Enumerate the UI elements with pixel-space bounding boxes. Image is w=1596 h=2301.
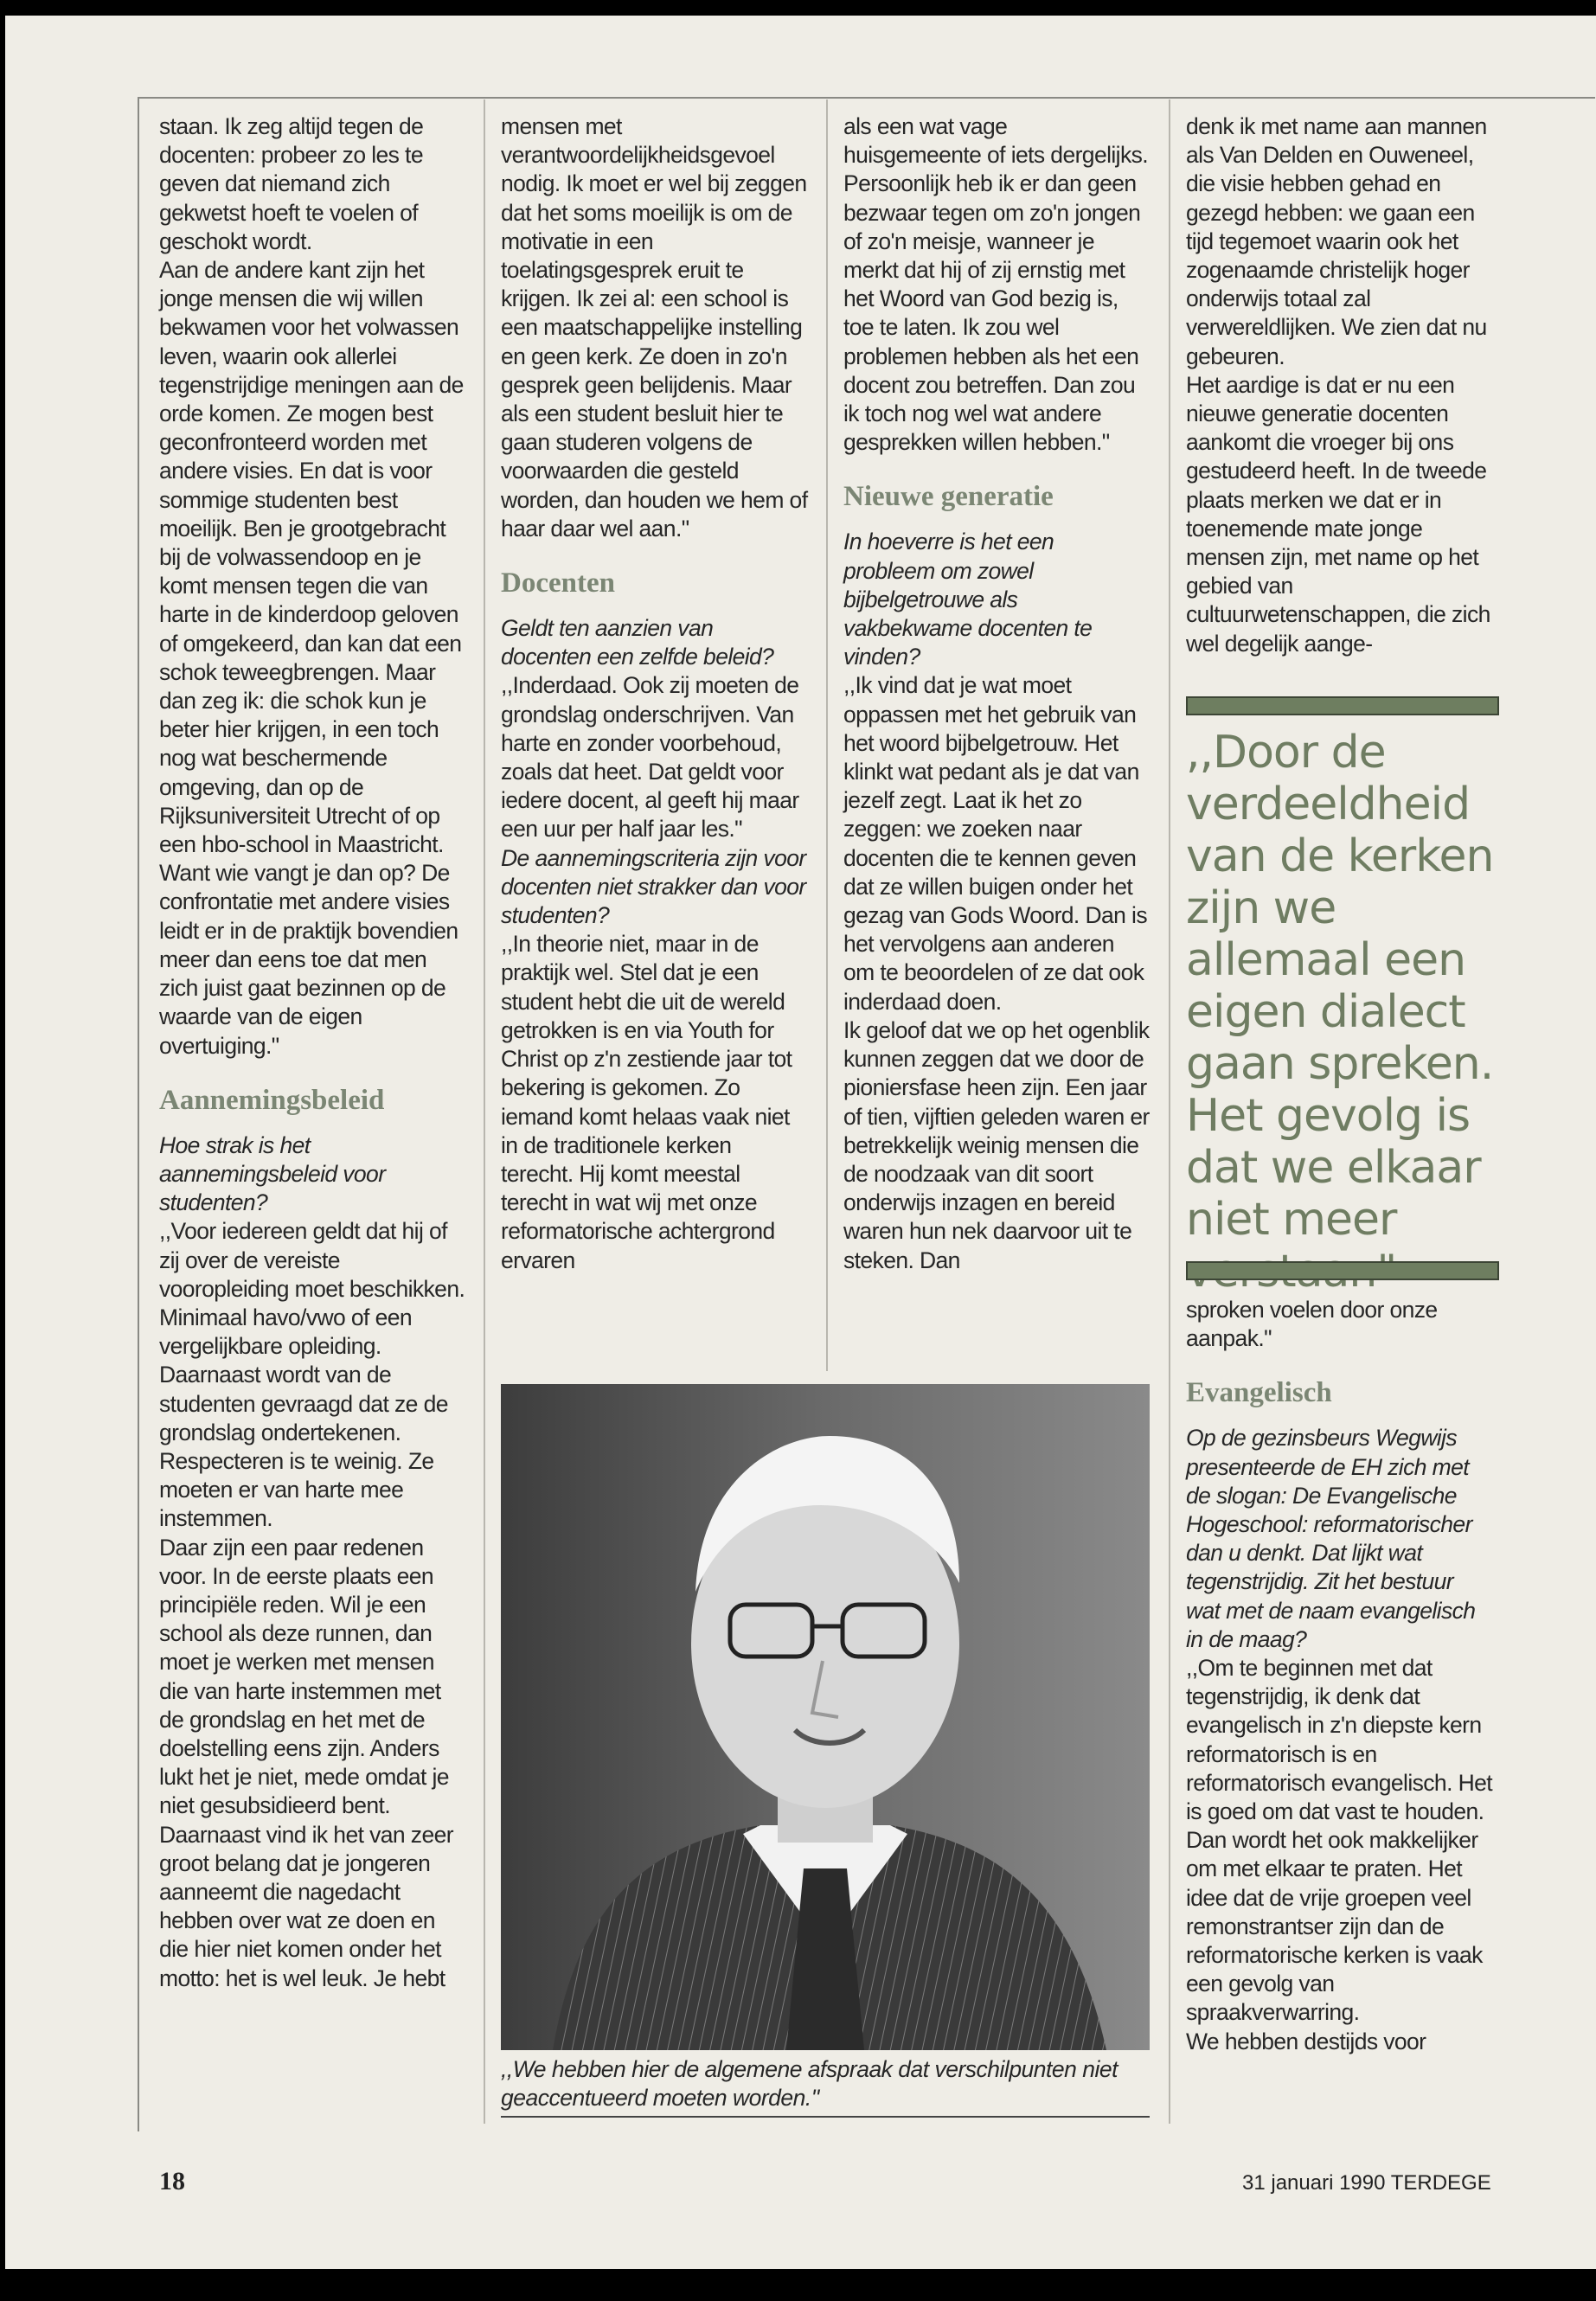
paragraph: Daar zijn een paar redenen voor. In de eerste plaats een principiële reden. Wil je een school als deze runnen, dan moet je werken met mensen die van harte instemmen met de grondslag en het met de doelstelling eens zijn. Anders lukt het je niet, mede omdat je niet gesubsidieerd bent. (159, 1534, 449, 1819)
paragraph: Aan de andere kant zijn het jonge mensen die wij willen bekwamen voor het volwassen leven, waarin ook allerlei tegenstrijdige meningen aan de orde komen. Ze mogen best geconfronteerd worden met andere visies. En dat is voor sommige studenten best moeilijk. Ben je grootgebracht bij de volwassendoop en je komt mensen tegen die van harte in de kinderdoop geloven of omgekeerd, dan kan dat een schok teweegbrengen. Maar dan zeg ik: die schok kun je beter hier krijgen, in een toch nog wat beschermende omgeving, dan op de Rijksuniversiteit Utrecht of op een hbo-school in Maastricht. Want wie vangt je dan op? De confrontatie met andere visies leidt er in de praktijk bovendien meer dan eens toe dat men zich juist gaat bezinnen op de waarde van de eigen overtuiging." (159, 257, 464, 1059)
pull-quote-bar-top (1186, 696, 1499, 715)
interview-question: De aannemingscriteria zijn voor docenten niet strakker dan voor studenten? (501, 844, 806, 929)
paragraph: denk ik met name aan mannen als Van Delden en Ouweneel, die visie hebben gehad en gezegd hebben: we gaan een tijd tegemoet waarin ook het zogenaamde christelijk hoger onderwijs totaal zal verwereldlijken. We zien dat nu gebeuren. (1186, 113, 1487, 369)
paragraph: Het aardige is dat er nu een nieuwe generatie docenten aankomt die vroeger bij ons gestudeerd heeft. In de tweede plaats merken we dat er in toenemende mate jonge mensen zijn, met name op het gebied van cultuurwetenschappen, die zich wel degelijk aange- (1186, 371, 1490, 657)
pull-quote: ,,Door de verdeeldheid van de kerken zijn we allemaal een eigen dialect gaan spreken. Het gevolg is dat we elkaar niet meer (1186, 727, 1494, 1246)
column-2 (501, 112, 808, 1275)
portrait-photo (501, 1384, 1150, 2050)
column-rule (826, 99, 828, 1371)
paragraph: We hebben destijds voor (1186, 2028, 1426, 2054)
paragraph: ,,Om te beginnen met dat tegenstrijdig, ik denk dat evangelisch in z'n diepste kern reformatorisch is en reformatorisch evangelisch. Het is goed om dat vast te houden. Dan wordt het ook makkelijker om met elkaar te praten. Het idee dat de vrije groepen veel remonstrantser zijn dan de reformatorische kerken is vaak een gevolg van spraakverwarring. (1186, 1655, 1493, 2026)
column-4 (1186, 112, 1493, 658)
section-heading: Docenten (501, 567, 615, 599)
paragraph: ,,Inderdaad. Ook zij moeten de grondslag onderschrijven. Van harte en zonder voorbehoud, zoals dat heet. Dat geldt voor iedere docent, al geeft hij maar een uur per half jaar les." (501, 672, 799, 843)
paragraph: ,,In theorie niet, maar in de praktijk wel. Stel dat je een student hebt die uit de wereld getrokken is en via Youth for Christ op z'n zestiende jaar tot bekering is gekomen. Zo iemand komt helaas vaak niet in de traditionele kerken terecht. Hij komt meestal terecht in wat wij met onze reformatorische achtergrond ervaren (501, 931, 792, 1273)
photo-caption: ,,We hebben hier de algemene afspraak dat verschilpunten niet geaccentueerd moeten worden." (501, 2055, 1150, 2118)
column-4-continued (1186, 1296, 1493, 2056)
page-number: 18 (159, 2167, 185, 2195)
paragraph: sproken voelen door onze aanpak." (1186, 1297, 1438, 1352)
interview-question: Op de gezinsbeurs Wegwijs presenteerde de EH zich met de slogan: De Evangelische Hogeschool: reformatorischer dan u denkt. Dat lijkt wat tegenstrijdig. Zit het bestuur wat met de naam evangelisch in de maag? (1186, 1425, 1476, 1652)
paragraph: Ik geloof dat we op het ogenblik kunnen zeggen dat we door de pioniersfase heen zijn. Een jaar of tien, vijftien geleden waren er betrekkelijk weinig mensen die de noodzaak van dit soort onderwijs inzagen en bereid waren hun nek daarvoor uit te steken. Dan (843, 1016, 1150, 1273)
issue-line: 31 januari 1990 TERDEGE (1242, 2171, 1491, 2195)
interview-question: Hoe strak is het aannemingsbeleid voor studenten? (159, 1131, 386, 1216)
column-rule (484, 99, 485, 2124)
section-heading: Aannemingsbeleid (159, 1084, 385, 1116)
pull-quote-bar-bottom (1186, 1261, 1499, 1280)
paragraph: als een wat vage huisgemeente of iets dergelijks. Persoonlijk heb ik er dan geen bezwaar tegen om zo'n jongen of zo'n meisje, wanneer je merkt dat hij of zij ernstig met het Woord van God bezig is, toe te laten. Ik zou wel problemen hebben als het een docent zou betreffen. Dan zou ik toch nog wel wat andere gesprekken willen hebben." (843, 113, 1149, 456)
paragraph: staan. Ik zeg altijd tegen de docenten: probeer zo les te geven dat niemand zich gekwetst hoeft te voelen of geschokt wordt. (159, 113, 424, 254)
section-heading: Nieuwe generatie (843, 481, 1054, 513)
interview-question: Geldt ten aanzien van docenten een zelfde beleid? (501, 615, 774, 670)
portrait-illustration (501, 1384, 1150, 2050)
interview-question: In hoeverre is het een probleem om zowel bijbelgetrouwe als vakbekwame docenten te vinden? (843, 529, 1093, 670)
paragraph: Daarnaast vind ik het van zeer groot belang dat je jongeren aanneemt die nagedacht hebben over wat ze doen en die hier niet komen onder het motto: het is wel leuk. Je hebt (159, 1821, 453, 1991)
paragraph: mensen met verantwoordelijkheidsgevoel nodig. Ik moet er wel bij zeggen dat het soms moeilijk is om de motivatie in een toelatingsgesprek eruit te krijgen. Ik zei al: een school is een maatschappelijke instelling en geen kerk. Ze doen in zo'n gesprek geen belijdenis. Maar als een student besluit hier te gaan studeren volgens de voorwaarden die gesteld worden, dan houden we hem of haar daar wel aan." (501, 113, 808, 542)
column-1 (159, 112, 466, 1993)
column-3 (843, 112, 1151, 1275)
paragraph: ,,Voor iedereen geldt dat hij of zij over de vereiste vooropleiding moet beschikken. Minimaal havo/vwo of een vergelijkbare opleiding. Daarnaast wordt van de studenten gevraagd dat ze de grondslag ondertekenen. Respecteren is te weinig. Ze moeten er van harte mee instemmen. (159, 1218, 465, 1532)
section-heading: Evangelisch (1186, 1377, 1332, 1409)
paragraph: ,,Ik vind dat je wat moet oppassen met het gebruik van het woord bijbelgetrouw. Het klinkt wat pedant als je dat van jezelf zegt. Laat ik het zo zeggen: we zoeken naar docenten die te kennen geven dat ze willen buigen onder het gezag van Gods Woord. Dan is het vervolgens aan anderen om te beoordelen of ze dat ook inderdaad doen. (843, 672, 1147, 1015)
column-rule (1169, 99, 1170, 2124)
